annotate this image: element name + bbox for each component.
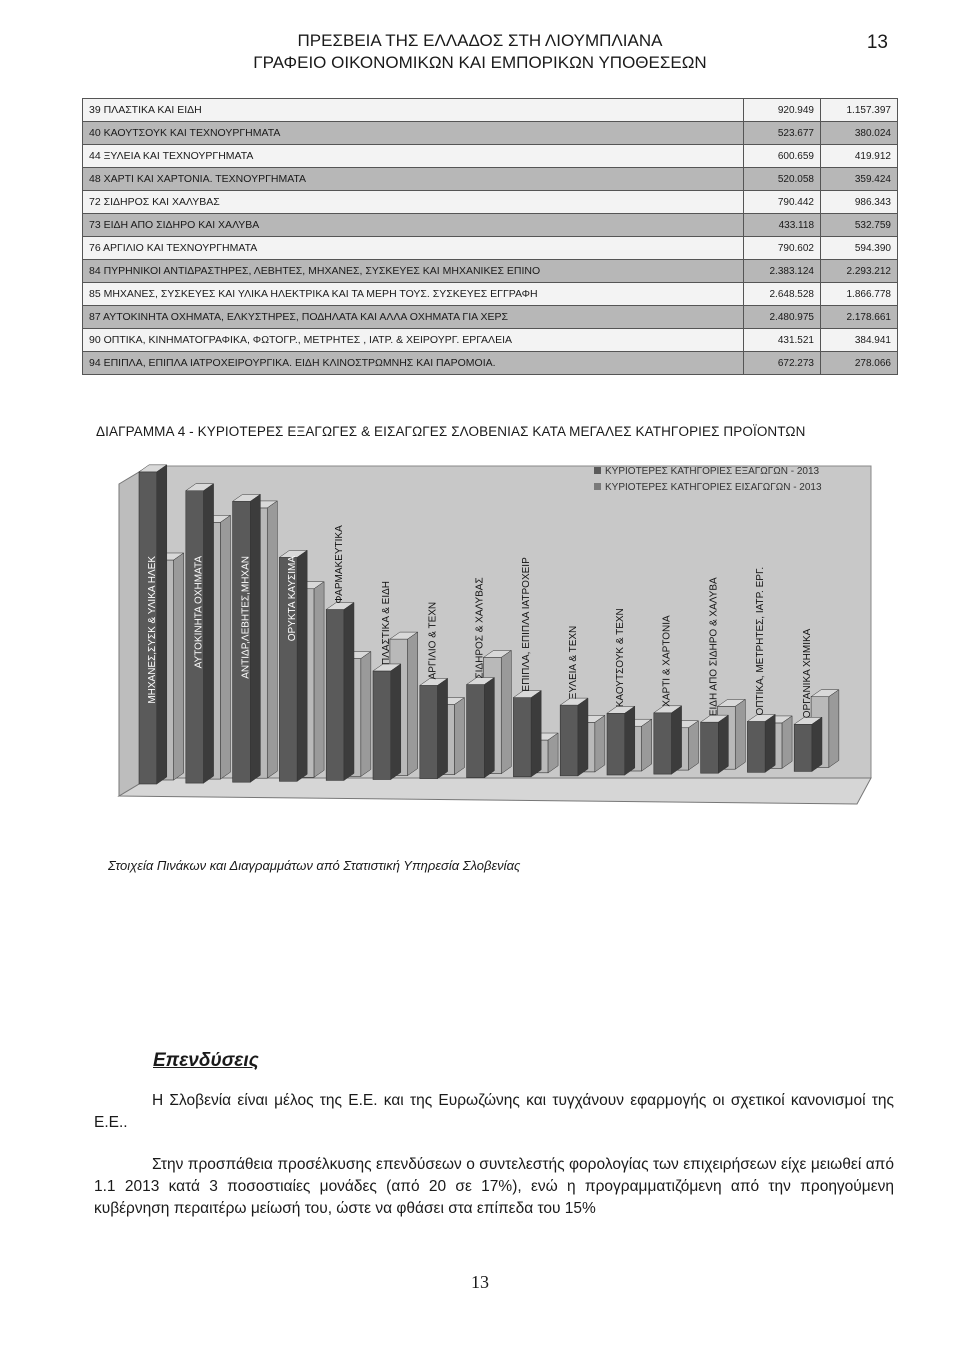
table-cell-value-2: 359.424 — [821, 168, 898, 191]
category-label: ΑΥΤΟΚΙΝΗΤΑ ΟΧΗΜΑΤΑ — [193, 556, 205, 669]
category-label: ΚΑΟΥΤΣΟΥΚ & ΤΕΧΝ — [614, 608, 626, 708]
table-cell-value-2: 1.157.397 — [821, 99, 898, 122]
category-label: ΜΗΧΑΝΕΣ,ΣΥΣΚ & ΥΛΙΚΑ ΗΛΕΚ — [146, 556, 158, 704]
table-cell-value-2: 594.390 — [821, 237, 898, 260]
table-cell-category: 84 ΠΥΡΗΝΙΚΟΙ ΑΝΤΙΔΡΑΣΤΗΡΕΣ, ΛΕΒΗΤΕΣ, ΜΗΧΑΝΕΣ, ΣΥΣΚΕΥΕΣ ΚΑΙ ΜΗΧΑΝΙΚΕΣ ΕΠΙΝΟ — [83, 260, 744, 283]
category-label: ΟΠΤΙΚΑ, ΜΕΤΡΗΤΕΣ, ΙΑΤΡ. ΕΡΓ. — [755, 566, 767, 716]
table-cell-value-1: 790.442 — [744, 191, 821, 214]
table-cell-value-1: 523.677 — [744, 122, 821, 145]
bar-import-2-side — [267, 501, 277, 778]
chart-floor — [119, 778, 871, 804]
table-cell-category: 40 ΚΑΟΥΤΣΟΥΚ ΚΑΙ ΤΕΧΝΟΥΡΓΗΜΑΤΑ — [83, 122, 744, 145]
bar-export-6-side — [438, 678, 448, 778]
table-cell-value-1: 790.602 — [744, 237, 821, 260]
legend-swatch — [594, 467, 601, 474]
table-row — [83, 214, 898, 237]
bar-export-10 — [607, 713, 625, 775]
bar-export-11-side — [672, 706, 682, 774]
bar-import-0-side — [174, 553, 184, 780]
bar-export-14 — [794, 724, 812, 771]
table-cell-value-2: 419.912 — [821, 145, 898, 168]
section-title: Επενδύσεις — [153, 1050, 259, 1071]
category-label: ΑΝΤΙΔΡ,ΛΕΒΗΤΕΣ,ΜΗΧΑΝ — [240, 556, 252, 679]
table-row — [83, 352, 898, 375]
bar-import-4-side — [361, 652, 371, 777]
table-cell-category: 90 ΟΠΤΙΚΑ, ΚΙΝΗΜΑΤΟΓΡΑΦΙΚΑ, ΦΩΤΟΓΡ., ΜΕΤΡΗΤΕΣ , ΙΑΤΡ. & ΧΕΙΡΟΥΡΓ. ΕΡΓΑΛΕΙΑ — [83, 329, 744, 352]
category-label: ΑΡΓΙΛΙΟ & ΤΕΧΝ — [427, 601, 439, 680]
table-cell-category: 44 ΞΥΛΕΙΑ ΚΑΙ ΤΕΧΝΟΥΡΓΗΜΑΤΑ — [83, 145, 744, 168]
footer-page-number: 13 — [471, 1272, 489, 1292]
table-cell-value-1: 2.648.528 — [744, 283, 821, 306]
table-cell-category: 87 ΑΥΤΟΚΙΝΗΤΑ ΟΧΗΜΑΤΑ, ΕΛΚΥΣΤΗΡΕΣ, ΠΟΔΗΛΑΤΑ ΚΑΙ ΑΛΛΑ ΟΧΗΜΑΤΑ ΓΙΑ ΧΕΡΣ — [83, 306, 744, 329]
bar-import-9-side — [595, 715, 605, 771]
table-row — [83, 329, 898, 352]
table-cell-category: 48 ΧΑΡΤΙ ΚΑΙ ΧΑΡΤΟΝΙΑ. ΤΕΧΝΟΥΡΓΗΜΑΤΑ — [83, 168, 744, 191]
table-cell-category: 76 ΑΡΓΙΛΙΟ ΚΑΙ ΤΕΧΝΟΥΡΓΗΜΑΤΑ — [83, 237, 744, 260]
category-label: ΟΡΓΑΝΙΚΑ ΧΗΜΙΚΑ — [801, 628, 813, 719]
category-label: ΞΥΛΕΙΑ & ΤΕΧΝ — [567, 625, 579, 700]
table-cell-category: 72 ΣΙΔΗΡΟΣ ΚΑΙ ΧΑΛΥΒΑΣ — [83, 191, 744, 214]
bar-export-3-side — [297, 550, 307, 781]
bar-import-14-side — [829, 690, 839, 768]
bar-export-1-side — [204, 484, 214, 783]
category-label: ΟΡΥΚΤΑ ΚΑΥΣΙΜΑ — [287, 556, 299, 642]
bar-export-6 — [420, 685, 438, 778]
chart-title: ΔΙΑΓΡΑΜΜΑ 4 - ΚΥΡΙΟΤΕΡΕΣ ΕΞΑΓΩΓΕΣ & ΕΙΣΑΓΩΓΕΣ ΣΛΟΒΕΝΙΑΣ ΚΑΤΑ ΜΕΓΑΛΕΣ ΚΑΤΗΓΟΡΙΕΣ ΠΡΟΪΟΝΤΩΝ — [96, 424, 806, 439]
bar-import-13-side — [782, 716, 792, 768]
table-cell-value-2: 380.024 — [821, 122, 898, 145]
bar-export-4 — [326, 610, 344, 781]
bar-export-5 — [373, 671, 391, 780]
table-cell-category: 73 ΕΙΔΗ ΑΠΟ ΣΙΔΗΡΟ ΚΑΙ ΧΑΛΥΒΑ — [83, 214, 744, 237]
legend-label: ΚΥΡΙΟΤΕΡΕΣ ΚΑΤΗΓΟΡΙΕΣ ΕΙΣΑΓΩΓΩΝ - 2013 — [605, 482, 822, 493]
bar-export-5-side — [391, 664, 401, 780]
table-row — [83, 260, 898, 283]
bar-export-14-side — [812, 717, 822, 771]
table-cell-value-2: 2.293.212 — [821, 260, 898, 283]
bar-export-2-side — [250, 494, 260, 782]
category-label: ΕΠΙΠΛΑ, ΕΠΙΠΛΑ ΙΑΤΡΟΧΕΙΡ — [521, 557, 533, 692]
bar-export-9-side — [578, 698, 588, 776]
bar-export-8-side — [531, 691, 541, 777]
bar-export-11 — [654, 713, 672, 774]
bar-export-9 — [560, 705, 578, 776]
bar-export-8 — [513, 698, 531, 777]
bar-import-3-side — [314, 582, 324, 778]
header-line-1: ΠΡΕΣΒΕΙΑ ΤΗΣ ΕΛΛΑΔΟΣ ΣΤΗ ΛΙΟΥΜΠΛΙΑΝΑ — [297, 31, 663, 50]
bar-import-10-side — [642, 719, 652, 771]
table-row — [83, 145, 898, 168]
bar-export-12 — [701, 722, 719, 773]
table-row — [83, 191, 898, 214]
table-cell-category: 39 ΠΛΑΣΤΙΚΑ ΚΑΙ ΕΙΔΗ — [83, 99, 744, 122]
bar-import-12-side — [735, 699, 745, 769]
bar-export-7 — [467, 685, 485, 778]
bar-import-1-side — [220, 515, 230, 779]
table-cell-value-1: 2.480.975 — [744, 306, 821, 329]
category-label: ΦΑΡΜΑΚΕΥΤΙΚΑ — [333, 525, 345, 604]
trade-table-body — [83, 99, 898, 375]
bar-export-0-side — [157, 465, 167, 784]
header-page-number: 13 — [866, 32, 888, 53]
bar-import-7-side — [501, 650, 511, 773]
paragraph-1: Η Σλοβενία είναι μέλος της Ε.Ε. και της Ευρωζώνης και τυγχάνουν εφαρμογής οι σχετικοί κανονισμοί της Ε.Ε.. — [94, 1092, 894, 1131]
bar-export-7-side — [484, 678, 494, 778]
table-row — [83, 122, 898, 145]
table-row — [83, 99, 898, 122]
source-note: Στοιχεία Πινάκων και Διαγραμμάτων από Στατιστική Υπηρεσία Σλοβενίας — [108, 858, 521, 873]
table-cell-value-2: 384.941 — [821, 329, 898, 352]
table-cell-value-2: 2.178.661 — [821, 306, 898, 329]
table-cell-value-1: 431.521 — [744, 329, 821, 352]
table-row — [83, 168, 898, 191]
table-cell-value-2: 278.066 — [821, 352, 898, 375]
table-cell-value-2: 532.759 — [821, 214, 898, 237]
category-label: ΠΛΑΣΤΙΚΑ & ΕΙΔΗ — [380, 580, 392, 665]
table-row — [83, 306, 898, 329]
table-cell-value-1: 433.118 — [744, 214, 821, 237]
table-cell-category: 94 ΕΠΙΠΛΑ, ΕΠΙΠΛΑ ΙΑΤΡΟΧΕΙΡΟΥΡΓΙΚΑ. ΕΙΔΗ ΚΛΙΝΟΣΤΡΩΜΝΗΣ ΚΑΙ ΠΑΡΟΜΟΙΑ. — [83, 352, 744, 375]
table-row — [83, 283, 898, 306]
table-cell-value-1: 520.058 — [744, 168, 821, 191]
bar-import-11-side — [688, 721, 698, 770]
chart-container — [101, 448, 887, 834]
bar-export-13-side — [765, 714, 775, 772]
bar-export-12-side — [718, 715, 728, 773]
table-row — [83, 237, 898, 260]
category-label: ΕΙΔΗ ΑΠΟ ΣΙΔΗΡΟ & ΧΑΛΥΒΑ — [708, 577, 720, 717]
table-cell-value-2: 986.343 — [821, 191, 898, 214]
table-cell-value-2: 1.866.778 — [821, 283, 898, 306]
bar-export-10-side — [625, 706, 635, 775]
table-cell-value-1: 2.383.124 — [744, 260, 821, 283]
category-label: ΧΑΡΤΙ & ΧΑΡΤΟΝΙΑ — [661, 615, 673, 707]
bar-import-6-side — [454, 698, 464, 775]
table-cell-value-1: 600.659 — [744, 145, 821, 168]
trade-table — [82, 98, 898, 375]
table-cell-value-1: 672.273 — [744, 352, 821, 375]
table-cell-value-1: 920.949 — [744, 99, 821, 122]
bar-export-13 — [747, 721, 765, 772]
document-header — [0, 30, 960, 74]
bar-export-4-side — [344, 603, 354, 781]
bar-import-8-side — [548, 733, 558, 773]
bar-chart — [101, 448, 887, 834]
table-cell-category: 85 ΜΗΧΑΝΕΣ, ΣΥΣΚΕΥΕΣ ΚΑΙ ΥΛΙΚΑ ΗΛΕΚΤΡΙΚΑ ΚΑΙ ΤΑ ΜΕΡΗ ΤΟΥΣ. ΣΥΣΚΕΥΕΣ ΕΓΓΡΑΦΗ — [83, 283, 744, 306]
header-line-2: ΓΡΑΦΕΙΟ ΟΙΚΟΝΟΜΙΚΩΝ ΚΑΙ ΕΜΠΟΡΙΚΩΝ ΥΠΟΘΕΣΕΩΝ — [253, 53, 707, 72]
paragraph-2: Στην προσπάθεια προσέλκυσης επενδύσεων ο συντελεστής φορολογίας των επιχειρήσεων είχε μειωθεί από 1.1 2013 κατά 3 ποσοστιαίες μονάδες (από 20 σε 17%), ενώ η προγραμματιζόμενη από την προηγούμενη κυβέρνηση περαιτέρω μείωσή του, ώστε να φθάσει στα επίπεδα του 15% — [94, 1156, 894, 1217]
bar-import-5-side — [408, 632, 418, 775]
legend-label: ΚΥΡΙΟΤΕΡΕΣ ΚΑΤΗΓΟΡΙΕΣ ΕΞΑΓΩΓΩΝ - 2013 — [605, 466, 820, 477]
legend-swatch — [594, 483, 601, 490]
category-label: ΣΙΔΗΡΟΣ & ΧΑΛΥΒΑΣ — [474, 577, 486, 679]
